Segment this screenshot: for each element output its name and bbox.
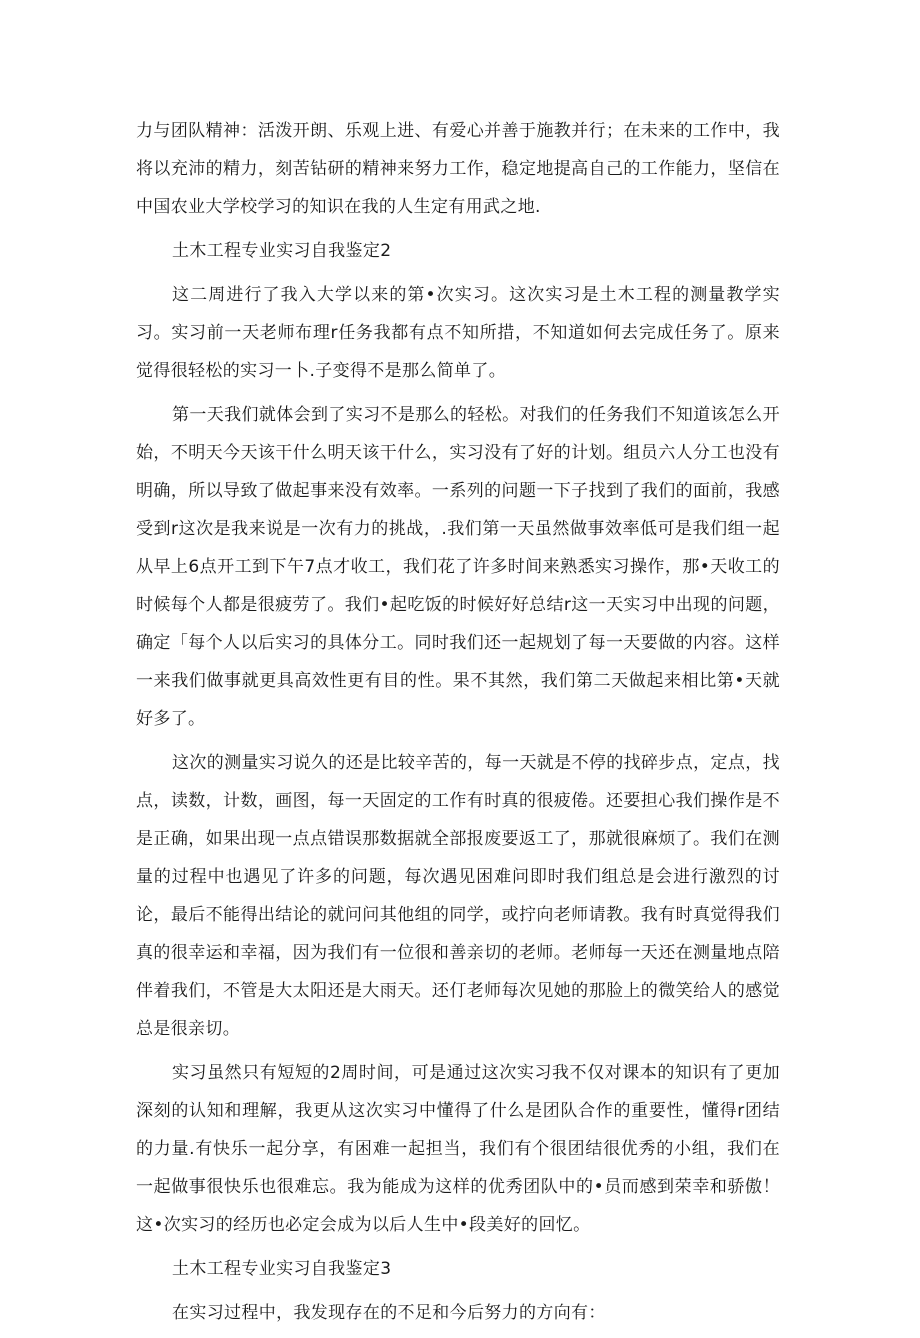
document-body: [136, 112, 780, 1338]
section-heading-3: 土木工程专业实习自我鉴定3: [172, 1259, 392, 1279]
section-heading-2: 土木工程专业实习自我鉴定2: [172, 241, 392, 261]
paragraph: 在实习过程中，我发现存在的不足和今后努力的方向有：: [172, 1303, 606, 1323]
paragraph: 这次的测量实习说久的还是比较辛苦的，每一天就是不停的找碎步点，定点，找点，读数，计数，画图，每一天固定的工作有时真的很疲倦。还要担心我们操作是不是正确，如果出现一点点错误那数据就全部报废要返工了，那就很麻烦了。我们在测量的过程中也遇见了许多的问题，每次遇见困难问即时我们组总是会进行激烈的讨论，最后不能得出结论的就问问其他组的同学，或拧向老师请教。我有时真觉得我们真的很幸运和幸福，因为我们有一位很和善亲切的老师。老师每一天还在测量地点陪伴着我们，不管是大太阳还是大雨天。还仃老师每次见她的那脸上的微笑给人的感觉总是很亲切。: [136, 753, 780, 1039]
paragraph: 这二周进行了我入大学以来的第•次实习。这次实习是土木工程的测量教学实习。实习前一天老师布理r任务我都有点不知所措，不知道如何去完成任务了。原来觉得很轻松的实习一卜.子变得不是那么简单了。: [136, 285, 780, 381]
paragraph-continuation: 力与团队精神：活泼开朗、乐观上进、有爱心并善于施教并行；在未来的工作中，我将以充沛的精力，刻苦钻研的精神来努力工作，稳定地提高自己的工作能力，坚信在中国农业大学校学习的知识在我的人生定有用武之地.: [136, 121, 780, 217]
paragraph: 第一天我们就体会到了实习不是那么的轻松。对我们的任务我们不知道该怎么开始，不明天今天该干什么明天该干什么，实习没有了好的计划。组员六人分工也没有明确，所以导致了做起事来没有效率。一系列的问题一下子找到了我们的面前，我感受到r这次是我来说是一次有力的挑战，.我们第一天虽然做事效率低可是我们组一起从早上6点开工到下午7点才收工，我们花了许多时间来熟悉实习操作，那•天收工的时候每个人都是很疲劳了。我们•起吃饭的时候好好总结r这一天实习中出现的问题，确定「每个人以后实习的具体分工。同时我们还一起规划了每一天要做的内容。这样一来我们做事就更具高效性更有目的性。果不其然，我们第二天做起来相比第•天就好多了。: [136, 405, 780, 729]
paragraph: 实习虽然只有短短的2周时间，可是通过这次实习我不仅对课本的知识有了更加深刻的认知和理解，我更从这次实习中懂得了什么是团队合作的重要性，懂得r团结的力量.有快乐一起分享，有困难一起担当，我们有个很团结很优秀的小组，我们在一起做事很快乐也很难忘。我为能成为这样的优秀团队中的•员而感到荣幸和骄傲！这•次实习的经历也必定会成为以后人生中•段美好的回忆。: [136, 1063, 780, 1235]
